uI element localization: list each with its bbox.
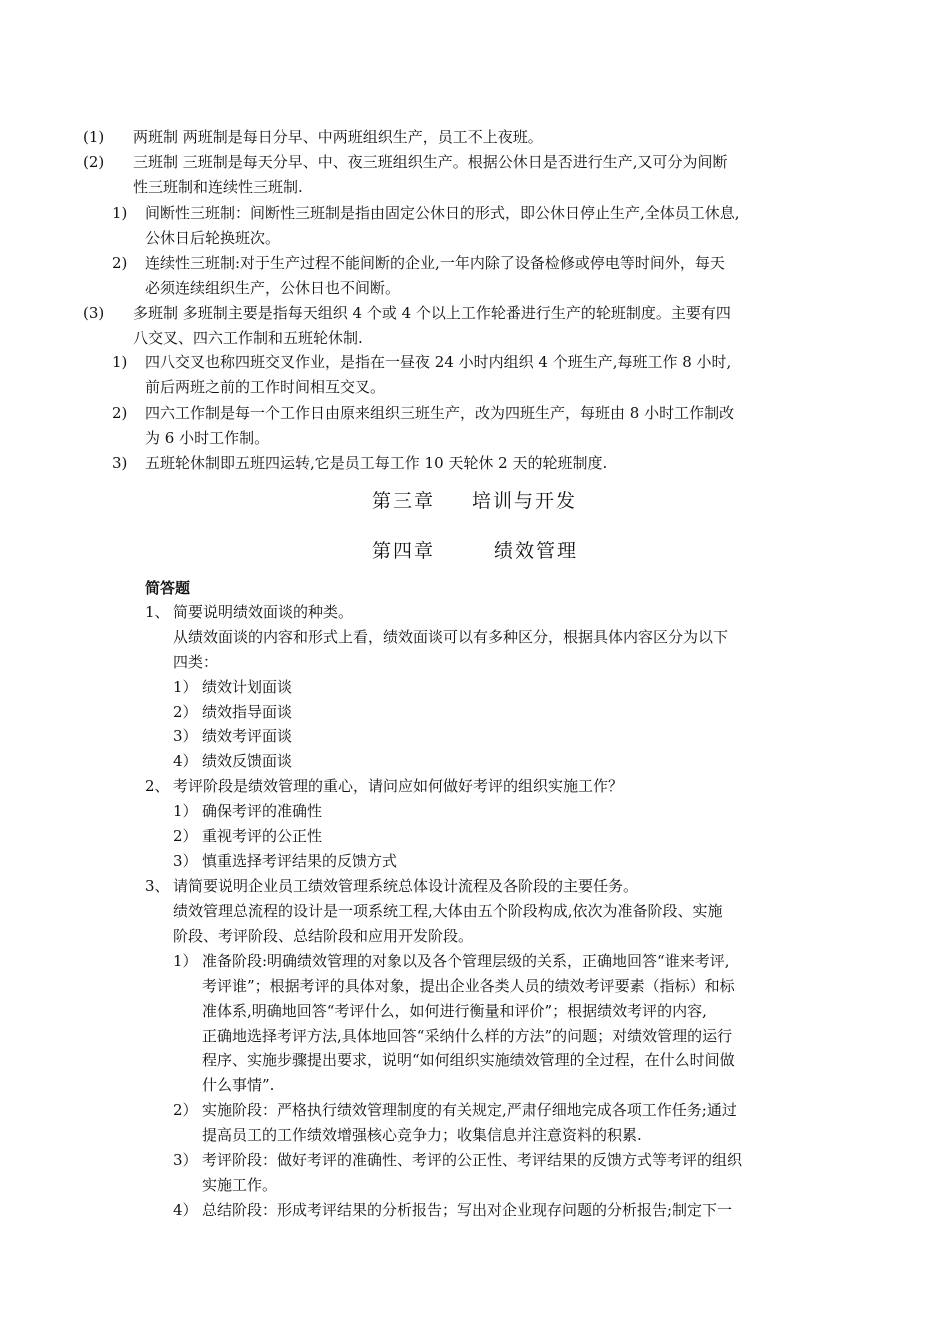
- item-2-number: (2): [83, 153, 105, 171]
- item-3-sub-2-line-1: 四六工作制是每一个工作日由原来组织三班生产，改为四班生产，每班由 8 小时工作制改: [145, 404, 735, 422]
- q2-item-3-number: 3）: [173, 852, 198, 870]
- q1-item-4-text: 绩效反馈面谈: [202, 752, 293, 770]
- q3-stage-1-line-5: 程序、实施步骤提出要求，说明“如何组织实施绩效管理的全过程，在什么时间做: [202, 1051, 735, 1069]
- q3-stage-1-line-3: 准体系,明确地回答“考评什么，如何进行衡量和评价”；根据绩效考评的内容,: [202, 1002, 707, 1020]
- q1-question: 简要说明绩效面谈的种类。: [173, 603, 354, 621]
- item-3-sub-3-text: 五班轮休制即五班四运转,它是员工每工作 10 天轮休 2 天的轮班制度.: [145, 454, 608, 472]
- q3-stage-3-number: 3）: [173, 1151, 198, 1169]
- q1-item-4-number: 4）: [173, 752, 198, 770]
- item-1-text: 两班制 两班制是每日分早、中两班组织生产，员工不上夜班。: [133, 128, 543, 146]
- q2-number: 2、: [145, 777, 170, 795]
- q3-number: 3、: [145, 877, 170, 895]
- item-3-sub-2-number: 2): [112, 404, 128, 422]
- item-3-sub-1-line-2: 前后两班之前的工作时间相互交叉。: [145, 378, 386, 396]
- q1-number: 1、: [145, 603, 170, 621]
- q3-stage-1-line-2: 考评谁”；根据考评的具体对象，提出企业各类人员的绩效考评要素（指标）和标: [202, 977, 735, 995]
- q2-item-1-number: 1）: [173, 802, 198, 820]
- q3-answer-line-2: 阶段、考评阶段、总结阶段和应用开发阶段。: [173, 927, 474, 945]
- item-2-line-1: 三班制 三班制是每天分早、中、夜三班组织生产。根据公休日是否进行生产,又可分为间断: [133, 153, 728, 171]
- q3-stage-4-number: 4）: [173, 1201, 198, 1219]
- item-2-sub-1-line-1: 间断性三班制：间断性三班制是指由固定公休日的形式，即公休日停止生产,全体员工休息,: [145, 204, 740, 222]
- item-3-sub-1-line-1: 四八交叉也称四班交叉作业，是指在一昼夜 24 小时内组织 4 个班生产,每班工作 8 小时,: [145, 353, 732, 371]
- q3-question: 请简要说明企业员工绩效管理系统总体设计流程及各阶段的主要任务。: [173, 877, 639, 895]
- q3-stage-1-line-4: 正确地选择考评方法,具体地回答“采纳什么样的方法”的问题；对绩效管理的运行: [202, 1027, 733, 1045]
- q3-stage-3-line-1: 考评阶段：做好考评的准确性、考评的公正性、考评结果的反馈方式等考评的组织: [202, 1151, 743, 1169]
- q1-answer-line-2: 四类：: [173, 653, 219, 671]
- chapter-4-number: 第四章: [372, 540, 436, 562]
- q1-item-3-text: 绩效考评面谈: [202, 727, 293, 745]
- chapter-3-number: 第三章: [372, 490, 436, 512]
- item-2-sub-2-line-2: 必须连续组织生产，公休日也不间断。: [145, 279, 401, 297]
- item-1-number: (1): [83, 128, 105, 146]
- q3-stage-1-line-1: 准备阶段:明确绩效管理的对象以及各个管理层级的关系，正确地回答“谁来考评,: [202, 952, 730, 970]
- q1-answer-line-1: 从绩效面谈的内容和形式上看，绩效面谈可以有多种区分，根据具体内容区分为以下: [173, 628, 729, 646]
- item-2-sub-2-line-1: 连续性三班制:对于生产过程不能间断的企业,一年内除了设备检修或停电等时间外，每天: [145, 254, 725, 272]
- item-3-line-1: 多班制 多班制主要是指每天组织 4 个或 4 个以上工作轮番进行生产的轮班制度。主要有四: [133, 304, 731, 322]
- q1-item-2-text: 绩效指导面谈: [202, 703, 293, 721]
- q2-item-3-text: 慎重选择考评结果的反馈方式: [202, 852, 398, 870]
- q1-item-3-number: 3）: [173, 727, 198, 745]
- q2-item-2-text: 重视考评的公正性: [202, 827, 323, 845]
- item-3-line-2: 八交叉、四六工作制和五班轮休制.: [133, 329, 363, 347]
- chapter-3-title: 培训与开发: [472, 490, 578, 512]
- q2-item-1-text: 确保考评的准确性: [202, 802, 323, 820]
- item-3-sub-1-number: 1): [112, 353, 128, 371]
- qa-heading: 简答题: [145, 579, 191, 597]
- chapter-4-title: 绩效管理: [494, 540, 579, 562]
- q3-stage-1-line-6: 什么事情”.: [202, 1076, 275, 1094]
- item-3-number: (3): [83, 304, 105, 322]
- q1-item-2-number: 2）: [173, 703, 198, 721]
- q1-item-1-text: 绩效计划面谈: [202, 678, 293, 696]
- q3-stage-1-number: 1）: [173, 952, 198, 970]
- q3-stage-4-line-1: 总结阶段：形成考评结果的分析报告；写出对企业现存问题的分析报告;制定下一: [202, 1201, 733, 1219]
- q3-stage-2-number: 2）: [173, 1101, 198, 1119]
- item-3-sub-3-number: 3): [112, 454, 128, 472]
- q2-item-2-number: 2）: [173, 827, 198, 845]
- q1-item-1-number: 1）: [173, 678, 198, 696]
- q3-answer-line-1: 绩效管理总流程的设计是一项系统工程,大体由五个阶段构成,依次为准备阶段、实施: [173, 902, 723, 920]
- q3-stage-2-line-2: 提高员工的工作绩效增强核心竞争力；收集信息并注意资料的积累.: [202, 1126, 642, 1144]
- q2-question: 考评阶段是绩效管理的重心，请问应如何做好考评的组织实施工作？: [173, 777, 624, 795]
- item-2-sub-2-number: 2): [112, 254, 128, 272]
- q3-stage-3-line-2: 实施工作。: [202, 1176, 278, 1194]
- item-2-sub-1-number: 1): [112, 204, 128, 222]
- item-3-sub-2-line-2: 为 6 小时工作制。: [145, 429, 270, 447]
- q3-stage-2-line-1: 实施阶段：严格执行绩效管理制度的有关规定,严肃仔细地完成各项工作任务;通过: [202, 1101, 737, 1119]
- item-2-line-2: 性三班制和连续性三班制.: [133, 178, 303, 196]
- item-2-sub-1-line-2: 公休日后轮换班次。: [145, 229, 281, 247]
